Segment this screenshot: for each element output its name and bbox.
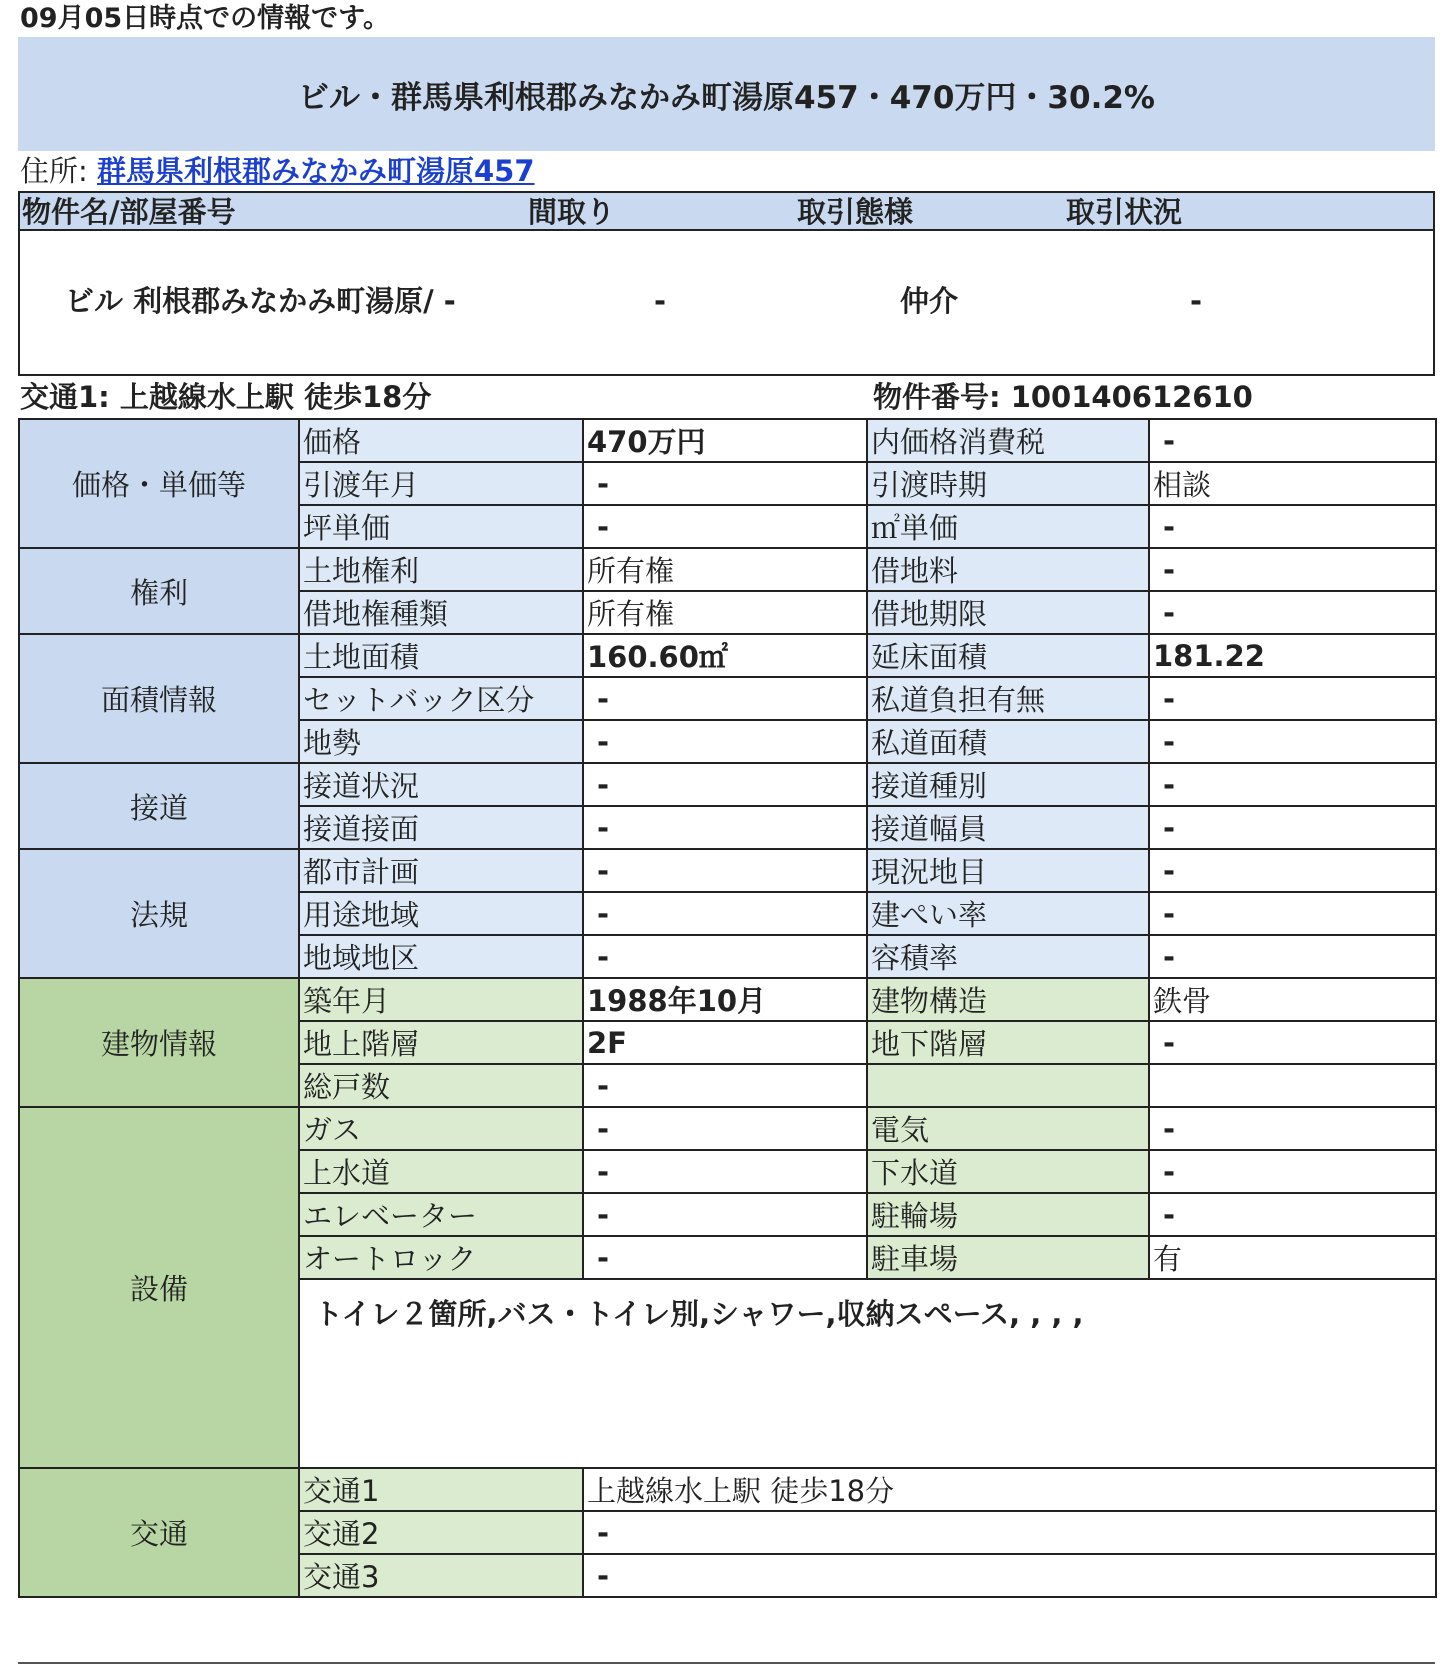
total-units-label: 総戸数 <box>299 1064 583 1107</box>
road-frontage-label: 接道接面 <box>299 806 583 849</box>
header-transaction-status: 取引状況 <box>1066 195 1183 229</box>
handover-label: 引渡時期 <box>867 462 1149 505</box>
lease-type-value: 所有権 <box>583 591 867 634</box>
elevator-label: エレベーター <box>299 1193 583 1236</box>
table-row <box>19 548 1436 591</box>
road-status-value: - <box>583 763 867 806</box>
table-row <box>19 419 1436 462</box>
private-road-burden-label: 私道負担有無 <box>867 677 1149 720</box>
total-units-value: - <box>583 1064 867 1107</box>
land-category-label: 現況地目 <box>867 849 1149 892</box>
as-of-date: 09月05日時点での情報です。 <box>20 3 390 34</box>
price-value: 470万円 <box>583 419 867 462</box>
header-layout: 間取り <box>528 195 616 229</box>
empty-label-cell <box>867 1064 1149 1107</box>
terrain-label: 地勢 <box>299 720 583 763</box>
sqm-price-label: ㎡単価 <box>867 505 1149 548</box>
land-rent-label: 借地料 <box>867 548 1149 591</box>
handover-value: 相談 <box>1149 462 1436 505</box>
bicycle-parking-value: - <box>1149 1193 1436 1236</box>
property-number: 物件番号: 100140612610 <box>873 380 1253 414</box>
built-date-value: 1988年10月 <box>583 978 867 1021</box>
city-plan-value: - <box>583 849 867 892</box>
land-category-value: - <box>1149 849 1436 892</box>
floor-area-ratio-label: 容積率 <box>867 935 1149 978</box>
table-row <box>19 634 1436 677</box>
electricity-label: 電気 <box>867 1107 1149 1150</box>
section-area-title: 面積情報 <box>19 634 299 763</box>
autolock-label: オートロック <box>299 1236 583 1279</box>
water-value: - <box>583 1150 867 1193</box>
handover-ym-value: - <box>583 462 867 505</box>
facilities-notes: トイレ２箇所,バス・トイレ別,シャワー,収納スペース, , , , <box>299 1279 1436 1468</box>
land-rent-value: - <box>1149 548 1436 591</box>
road-type-label: 接道種別 <box>867 763 1149 806</box>
lease-type-label: 借地権種類 <box>299 591 583 634</box>
handover-ym-label: 引渡年月 <box>299 462 583 505</box>
floor-area-ratio-value: - <box>1149 935 1436 978</box>
table-row <box>19 763 1436 806</box>
property-layout: - <box>654 284 667 318</box>
access-summary: 交通1: 上越線水上駅 徒歩18分 <box>20 380 432 414</box>
basement-label: 地下階層 <box>867 1021 1149 1064</box>
zoning-value: - <box>583 892 867 935</box>
section-price-title: 価格・単価等 <box>19 419 299 548</box>
property-row <box>18 231 1435 376</box>
road-width-label: 接道幅員 <box>867 806 1149 849</box>
private-road-area-value: - <box>1149 720 1436 763</box>
address-link[interactable]: 群馬県利根郡みなかみ町湯原457 <box>97 154 535 188</box>
water-label: 上水道 <box>299 1150 583 1193</box>
sqm-price-value: - <box>1149 505 1436 548</box>
autolock-value: - <box>583 1236 867 1279</box>
tsubo-price-value: - <box>583 505 867 548</box>
terrain-value: - <box>583 720 867 763</box>
table-row <box>19 1468 1436 1511</box>
section-rights-title: 権利 <box>19 548 299 634</box>
floors-label: 地上階層 <box>299 1021 583 1064</box>
setback-value: - <box>583 677 867 720</box>
property-name: ビル 利根郡みなかみ町湯原/ - <box>65 284 456 318</box>
gas-value: - <box>583 1107 867 1150</box>
section-road-title: 接道 <box>19 763 299 849</box>
transport-1-value: 上越線水上駅 徒歩18分 <box>583 1468 1436 1511</box>
lease-term-value: - <box>1149 591 1436 634</box>
road-frontage-value: - <box>583 806 867 849</box>
tax-value: - <box>1149 419 1436 462</box>
detail-grid <box>18 418 1437 1598</box>
gas-label: ガス <box>299 1107 583 1150</box>
section-law-title: 法規 <box>19 849 299 978</box>
building-coverage-value: - <box>1149 892 1436 935</box>
transport-2-value: - <box>583 1511 1436 1554</box>
building-coverage-label: 建ぺい率 <box>867 892 1149 935</box>
electricity-value: - <box>1149 1107 1436 1150</box>
district-label: 地域地区 <box>299 935 583 978</box>
sewer-value: - <box>1149 1150 1436 1193</box>
section-building-title: 建物情報 <box>19 978 299 1107</box>
land-right-label: 土地権利 <box>299 548 583 591</box>
table-row <box>19 978 1436 1021</box>
floor-area-value: 181.22 <box>1149 634 1436 677</box>
road-type-value: - <box>1149 763 1436 806</box>
transport-3-value: - <box>583 1554 1436 1597</box>
property-transaction-status: - <box>1190 284 1203 318</box>
parking-label: 駐車場 <box>867 1236 1149 1279</box>
section-facilities-title: 設備 <box>19 1107 299 1468</box>
transport-2-label: 交通2 <box>299 1511 583 1554</box>
empty-value-cell <box>1149 1064 1436 1107</box>
land-area-label: 土地面積 <box>299 634 583 677</box>
zoning-label: 用途地域 <box>299 892 583 935</box>
address-line <box>20 151 535 191</box>
floor-area-label: 延床面積 <box>867 634 1149 677</box>
land-right-value: 所有権 <box>583 548 867 591</box>
parking-value: 有 <box>1149 1236 1436 1279</box>
bicycle-parking-label: 駐輪場 <box>867 1193 1149 1236</box>
private-road-burden-value: - <box>1149 677 1436 720</box>
property-table-header <box>18 191 1435 231</box>
address-label: 住所: <box>20 154 88 188</box>
basement-value: - <box>1149 1021 1436 1064</box>
lease-term-label: 借地期限 <box>867 591 1149 634</box>
road-width-value: - <box>1149 806 1436 849</box>
bottom-divider <box>18 1662 1435 1664</box>
section-transport-title: 交通 <box>19 1468 299 1597</box>
elevator-value: - <box>583 1193 867 1236</box>
listing-summary-banner: ビル・群馬県利根郡みなかみ町湯原457・470万円・30.2% <box>18 37 1435 151</box>
road-status-label: 接道状況 <box>299 763 583 806</box>
property-transaction-type: 仲介 <box>900 284 959 318</box>
price-label: 価格 <box>299 419 583 462</box>
transport-3-label: 交通3 <box>299 1554 583 1597</box>
header-property-name: 物件名/部屋番号 <box>22 195 236 229</box>
city-plan-label: 都市計画 <box>299 849 583 892</box>
structure-value: 鉄骨 <box>1149 978 1436 1021</box>
private-road-area-label: 私道面積 <box>867 720 1149 763</box>
header-transaction-type: 取引態様 <box>797 195 914 229</box>
structure-label: 建物構造 <box>867 978 1149 1021</box>
built-date-label: 築年月 <box>299 978 583 1021</box>
sewer-label: 下水道 <box>867 1150 1149 1193</box>
setback-label: セットバック区分 <box>299 677 583 720</box>
floors-value: 2F <box>583 1021 867 1064</box>
tax-label: 内価格消費税 <box>867 419 1149 462</box>
district-value: - <box>583 935 867 978</box>
tsubo-price-label: 坪単価 <box>299 505 583 548</box>
table-row <box>19 849 1436 892</box>
table-row <box>19 1107 1436 1150</box>
land-area-value: 160.60㎡ <box>583 634 867 677</box>
transport-1-label: 交通1 <box>299 1468 583 1511</box>
